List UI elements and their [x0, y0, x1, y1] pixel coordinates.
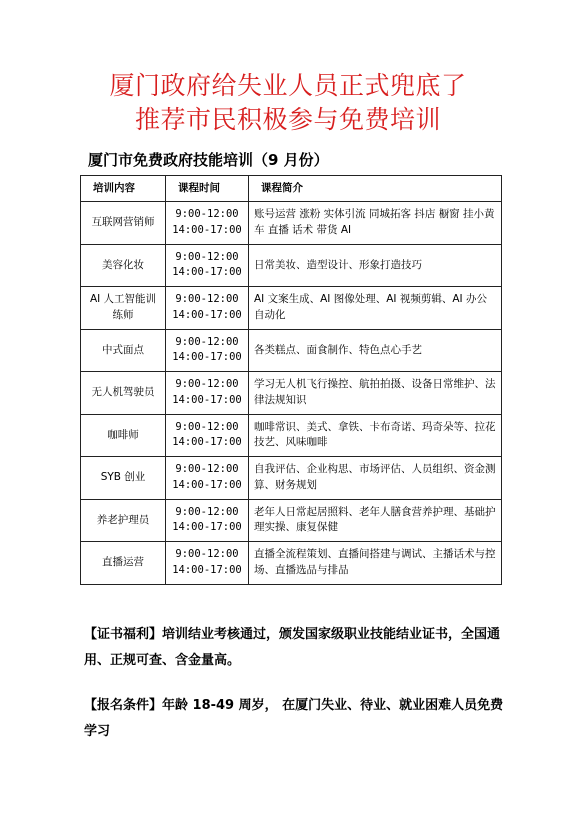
course-time-afternoon: 14:00-17:00 [172, 563, 242, 576]
eligibility-paragraph: 【报名条件】年龄 18-49 周岁， 在厦门失业、待业、就业困难人员免费学习 [84, 698, 504, 739]
course-time-morning: 9:00-12:00 [175, 548, 239, 561]
course-time-morning: 9:00-12:00 [175, 378, 239, 391]
course-description: 自我评估、企业构思、市场评估、人员组织、资金测算、财务规划 [249, 457, 502, 500]
course-name: SYB 创业 [81, 457, 166, 500]
table-title: 厦门市免费政府技能培训（9 月份） [88, 151, 329, 169]
certificate-benefit-paragraph: 【证书福利】培训结业考核通过，颁发国家级职业技能结业证书，全国通用、正规可查、含金量高。 [84, 627, 501, 668]
course-name: AI 人工智能训练师 [81, 287, 166, 330]
course-time [166, 457, 249, 500]
table-row [81, 542, 502, 585]
table-row [81, 499, 502, 542]
course-time-morning: 9:00-12:00 [175, 335, 239, 348]
course-name: 直播运营 [81, 542, 166, 585]
course-name: 养老护理员 [81, 499, 166, 542]
table-row [81, 414, 502, 457]
course-description: AI 文案生成、AI 图像处理、AI 视频剪辑、AI 办公自动化 [249, 287, 502, 330]
course-time-afternoon: 14:00-17:00 [172, 308, 242, 321]
page-title-line-2: 推荐市民积极参与免费培训 [134, 105, 441, 134]
course-time-afternoon: 14:00-17:00 [172, 521, 242, 534]
course-time [166, 414, 249, 457]
course-time [166, 244, 249, 287]
column-header-description: 课程简介 [249, 176, 502, 202]
table-row [81, 244, 502, 287]
course-description: 直播全流程策划、直播间搭建与调试、主播话术与控场、直播选品与排品 [249, 542, 502, 585]
course-time-afternoon: 14:00-17:00 [172, 351, 242, 364]
course-time [166, 372, 249, 415]
table-row [81, 372, 502, 415]
table-row [81, 329, 502, 372]
course-table [80, 175, 502, 585]
table-row [81, 457, 502, 500]
course-time-morning: 9:00-12:00 [175, 420, 239, 433]
course-description: 账号运营 涨粉 实体引流 同城拓客 抖店 橱窗 挂小黄车 直播 话术 带货 AI [249, 202, 502, 245]
course-description: 老年人日常起居照料、老年人膳食营养护理、基础护理实操、康复保健 [249, 499, 502, 542]
course-name: 中式面点 [81, 329, 166, 372]
course-time-morning: 9:00-12:00 [175, 250, 239, 263]
table-row [81, 202, 502, 245]
course-time-morning: 9:00-12:00 [175, 463, 239, 476]
course-time [166, 329, 249, 372]
course-name: 无人机驾驶员 [81, 372, 166, 415]
course-name: 咖啡师 [81, 414, 166, 457]
course-time-morning: 9:00-12:00 [175, 293, 239, 306]
course-time-morning: 9:00-12:00 [175, 208, 239, 221]
course-description: 学习无人机飞行操控、航拍拍摄、设备日常维护、法律法规知识 [249, 372, 502, 415]
course-time [166, 202, 249, 245]
course-time-morning: 9:00-12:00 [175, 505, 239, 518]
page-title-line-1: 厦门政府给失业人员正式兜底了 [109, 71, 467, 100]
course-name: 美容化妆 [81, 244, 166, 287]
course-description: 日常美妆、造型设计、形象打造技巧 [249, 244, 502, 287]
column-header-course: 培训内容 [81, 176, 166, 202]
course-time-afternoon: 14:00-17:00 [172, 266, 242, 279]
table-row [81, 287, 502, 330]
course-time-afternoon: 14:00-17:00 [172, 223, 242, 236]
column-header-time: 课程时间 [166, 176, 249, 202]
table-header-row [81, 176, 502, 202]
course-description: 咖啡常识、美式、拿铁、卡布奇诺、玛奇朵等、拉花技艺、风味咖啡 [249, 414, 502, 457]
course-name: 互联网营销师 [81, 202, 166, 245]
course-description: 各类糕点、面食制作、特色点心手艺 [249, 329, 502, 372]
course-time-afternoon: 14:00-17:00 [172, 393, 242, 406]
course-time-afternoon: 14:00-17:00 [172, 436, 242, 449]
course-time [166, 499, 249, 542]
course-time-afternoon: 14:00-17:00 [172, 478, 242, 491]
course-time [166, 542, 249, 585]
course-time [166, 287, 249, 330]
